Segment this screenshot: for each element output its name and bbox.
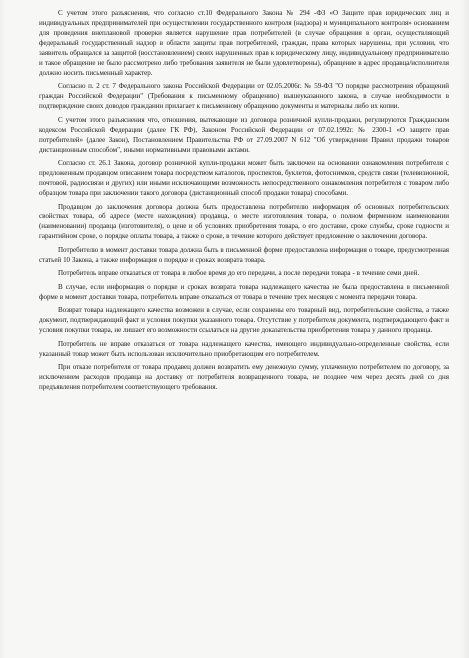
paragraph-6: Потребителю в момент доставки товара должна быть в письменной форме предоставлена информация о товаре, предусмотренная статьей 10 Закона, а также информация о порядке и сроках возврата товара.	[39, 245, 449, 264]
paragraph-5: Продавцом до заключения договора должна быть предоставлена потребителю информация об основных потребительских свойствах товара, об адресе (месте нахождения) продавца, о месте изготовления товара, о полном фирменном наименовании (наименовании) продавца (изготовителя), о цене и об условиях приобретения товара, о его доставке, сроке службы, сроке годности и гарантийном сроке, о порядке оплаты товара, а также о сроке, в течение которого действует предложение о заключении договора.	[39, 202, 449, 241]
paragraph-2: Согласно п. 2 ст. 7 Федерального закона Российской Федерации от 02.05.2006г. № 59-ФЗ "О порядке рассмотрения обращений граждан Российской Федерации" (Требования к письменному обращению) вышеуказанного закона, в случае необходимости в подтверждение своих доводов гражданин прилагает к письменному обращению документы и материалы либо их копии.	[39, 82, 449, 111]
paragraph-7: Потребитель вправе отказаться от товара в любое время до его передачи, а после передачи товара - в течение семи дней.	[58, 269, 420, 278]
paragraph-9: Возврат товара надлежащего качества возможен в случае, если сохранены его товарный вид, потребительские свойства, а также документ, подтверждающий факт и условия покупки указанного товара. Отсутствие у потребителя документа, подтверждающего факт и условия покупки товара, не лишает его возможности ссылаться на другие доказательства приобретения товара у данного продавца.	[39, 306, 449, 335]
paragraph-11: При отказе потребителя от товара продавец должен возвратить ему денежную сумму, уплаченную потребителем по договору, за исключением расходов продавца на доставку от потребителя возвращенного товара, не позднее чем через десять дней со дня предъявления потребителем соответствующего требования.	[39, 363, 449, 392]
paragraph-10: Потребитель не вправе отказаться от товара надлежащего качества, имеющего индивидуально-определенные свойства, если указанный товар может быть использован исключительно приобретающим его потребителем.	[39, 339, 449, 358]
paragraph-3: С учетом этого разъяснения что, отношения, вытекающие из договора розничной купли-продажи, регулируются Гражданским кодексом Российской Федерации (далее ГК РФ), Законом Российской Федерации от 07.02.1992г. № 2300-1 «О защите прав потребителей» (далее Закон), Постановлением Правительства РФ от 27.09.2007 N 612 "Об утверждении Правил продажи товаров дистанционным способом", иными нормативными правовыми актами.	[39, 115, 449, 154]
paragraph-1: С учетом этого разъяснения, что согласно ст.10 Федерального Закона № 294 -ФЗ «О Защите прав юридических лиц и индивидуальных предпринимателей при осуществлении государственного контроля (надзора) и муниципального контроля» основанием для проведения внеплановой проверки является нарушение прав потребителей (в случае обращения в орган, осуществляющий федеральный государственный надзор в области защиты прав потребителей, граждан, права которых нарушены, при условии, что заявитель обращался за защитой (восстановлением) своих нарушенных прав к юридическому лицу, индивидуальному предпринимателю и такое обращение не было рассмотрено либо требования заявителя не были удовлетворены), обращение в адрес продавца/исполнителя должно носить письменный характер.	[39, 9, 449, 77]
paragraph-8: В случае, если информация о порядке и сроках возврата товара надлежащего качества не была предоставлена в письменной форме в момент доставки товара, потребитель вправе отказаться от товара в течение трех месяцев с момента передачи товара.	[39, 282, 449, 301]
document-body	[39, 9, 449, 393]
paragraph-4: Согласно ст. 26.1 Закона, договор розничной купли-продажи может быть заключен на основании ознакомления потребителя с предложенным продавцом описанием товара посредством каталогов, проспектов, буклетов, фотоснимков, средств связи (телевизионной, почтовой, радиосвязи и других) или иными исключающими возможность непосредственного ознакомления потребителя с товаром либо образцом товара при заключении такого договора (дистанционный способ продажи товара) способами.	[39, 159, 449, 197]
